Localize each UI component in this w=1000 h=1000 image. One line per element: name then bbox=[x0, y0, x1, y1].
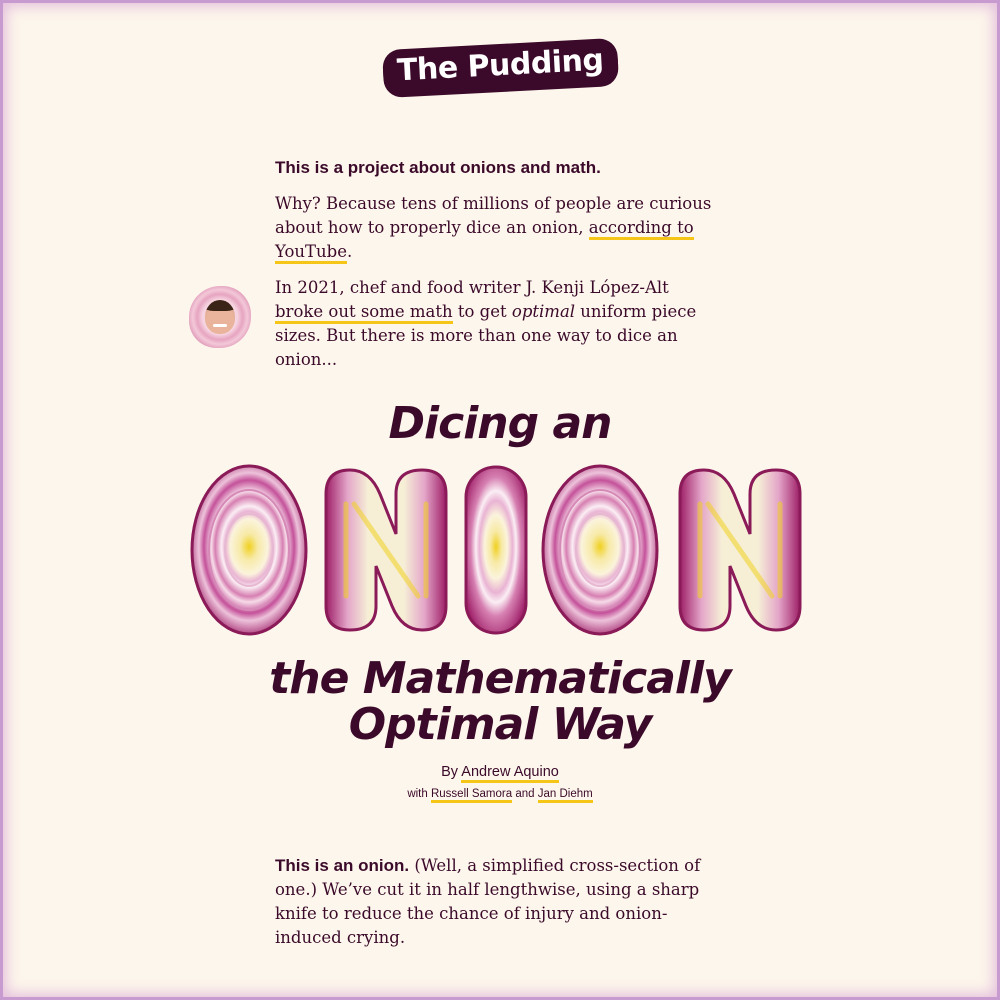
intro-p2-end: uniform piece sizes. But there is more than one way to dice an onion... bbox=[275, 302, 697, 369]
logo-text[interactable]: The Pudding bbox=[382, 38, 619, 95]
onion-letter-n2-icon bbox=[670, 464, 810, 636]
title-bottom-line-1: the Mathematically bbox=[269, 653, 731, 704]
intro-paragraph-1 bbox=[275, 192, 715, 264]
title-top: Dicing an bbox=[388, 398, 612, 449]
intro-paragraph-2 bbox=[275, 276, 715, 372]
byline-prefix: By bbox=[441, 764, 462, 780]
author-avatar bbox=[189, 286, 251, 348]
onion-letter-i-icon bbox=[463, 464, 529, 636]
youtube-link[interactable]: according to YouTube bbox=[275, 218, 694, 264]
body-rest: (Well, a simplified cross-section of one.) We’ve cut it in half lengthwise, using a sharp knife to reduce the chance of injury and onion-induced crying. bbox=[275, 856, 701, 947]
onion-word-art bbox=[190, 464, 810, 636]
intro-p2-emphasis: optimal bbox=[511, 302, 576, 321]
with-prefix: with bbox=[407, 788, 431, 800]
collaborator-link-1[interactable]: Russell Samora bbox=[431, 788, 512, 803]
title-bottom-line-2: Optimal Way bbox=[348, 699, 652, 750]
avatar-face-icon bbox=[205, 300, 235, 334]
math-link[interactable]: broke out some math bbox=[275, 302, 453, 324]
onion-letter-n-icon bbox=[320, 464, 452, 636]
intro-lead: This is a project about onions and math. bbox=[275, 158, 601, 177]
body-bold: This is an onion. bbox=[275, 856, 410, 875]
byline bbox=[0, 764, 1000, 780]
intro-p1-end: . bbox=[346, 242, 353, 261]
intro-p1-text: Why? Because tens of millions of people are curious about how to properly dice an onion, bbox=[275, 194, 712, 237]
collaborators-line bbox=[0, 788, 1000, 800]
and-text: and bbox=[512, 788, 538, 800]
intro-p2-text: In 2021, chef and food writer J. Kenji López-Alt bbox=[275, 278, 669, 297]
title-bottom bbox=[0, 653, 1000, 750]
body-paragraph bbox=[275, 854, 725, 950]
intro-section bbox=[275, 156, 715, 384]
onion-letter-o2-icon bbox=[541, 464, 659, 636]
onion-letter-o-icon bbox=[190, 464, 308, 636]
author-link[interactable]: Andrew Aquino bbox=[461, 764, 559, 783]
site-logo[interactable] bbox=[0, 44, 1000, 89]
intro-p2-mid: to get bbox=[452, 302, 512, 321]
collaborator-link-2[interactable]: Jan Diehm bbox=[538, 788, 593, 803]
